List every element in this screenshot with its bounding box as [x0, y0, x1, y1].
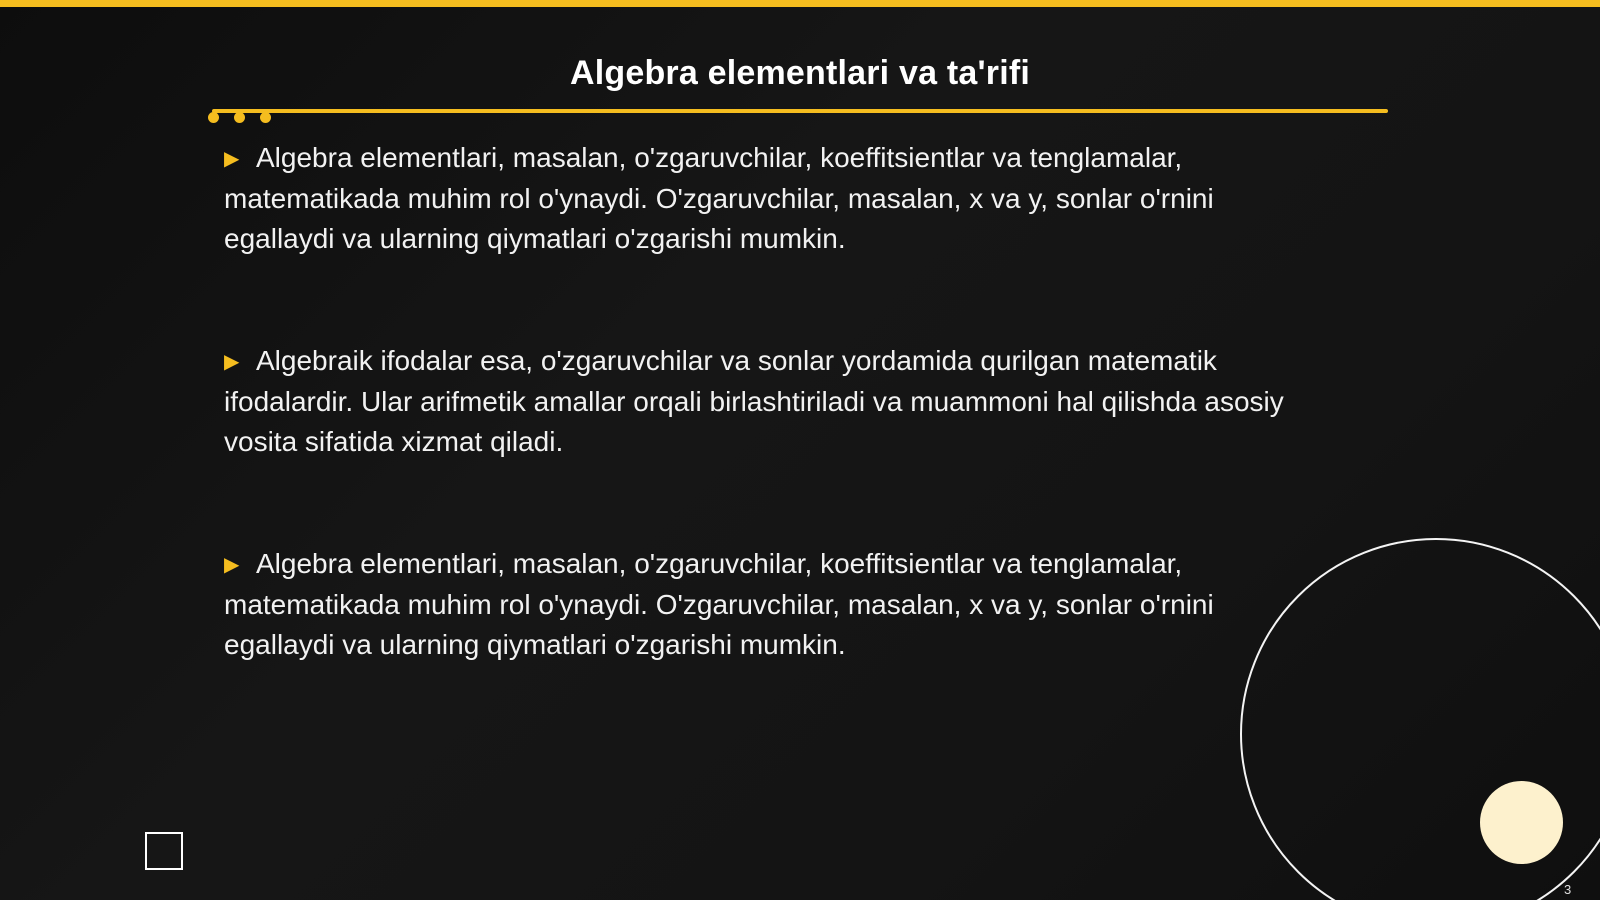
bullet-text: Algebraik ifodalar esa, o'zgaruvchilar va sonlar yordamida qurilgan matematik ifodalardir. Ular arifmetik amallar orqali birlashtiriladi va muammoni hal qilishda asosiy vosita sifatida xizmat qiladi.	[224, 345, 1284, 457]
bullet-text: Algebra elementlari, masalan, o'zgaruvchilar, koeffitsientlar va tenglamalar, matematikada muhim rol o'ynaydi. O'zgaruvchilar, masalan, x va y, sonlar o'rnini egallaydi va ularning qiymatlari o'zgarishi mumkin.	[224, 142, 1214, 254]
bullet-text: Algebra elementlari, masalan, o'zgaruvchilar, koeffitsientlar va tenglamalar, matematikada muhim rol o'ynaydi. O'zgaruvchilar, masalan, x va y, sonlar o'rnini egallaydi va ularning qiymatlari o'zgarishi mumkin.	[224, 548, 1214, 660]
decorative-dot	[260, 112, 271, 123]
decorative-circle	[1480, 781, 1563, 864]
decorative-dot	[208, 112, 219, 123]
decorative-square	[145, 832, 183, 870]
triangle-right-icon: ▶	[224, 554, 240, 576]
bullet-item	[224, 138, 1324, 259]
slide-title: Algebra elementlari va ta'rifi	[569, 54, 1031, 92]
top-accent-bar	[0, 0, 1600, 7]
decorative-dot	[234, 112, 245, 123]
bullet-item	[224, 341, 1324, 462]
bullet-list	[224, 138, 1324, 747]
bullet-item	[224, 544, 1324, 665]
triangle-right-icon: ▶	[224, 148, 240, 170]
triangle-right-icon: ▶	[224, 351, 240, 373]
page-number: 3	[1564, 882, 1572, 897]
title-underline	[212, 109, 1388, 113]
